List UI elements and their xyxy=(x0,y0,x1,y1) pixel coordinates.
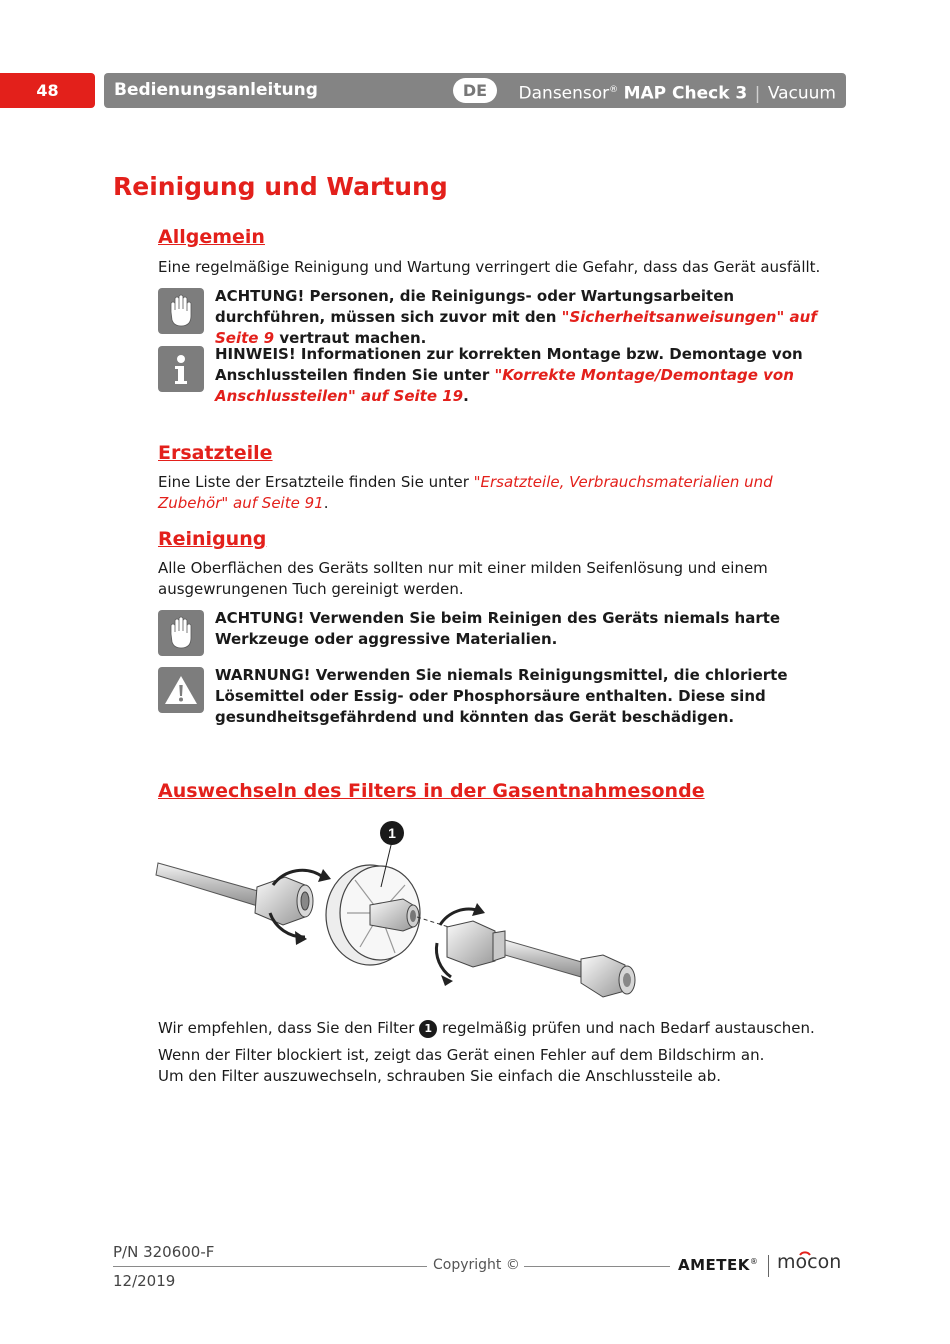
registered-mark: ® xyxy=(609,85,619,95)
product-separator: | xyxy=(754,83,761,104)
mocon-logo xyxy=(777,1251,841,1273)
heading-ersatzteile: Ersatzteile xyxy=(158,442,273,464)
ametek-registered: ® xyxy=(749,1257,759,1266)
revision-date: 12/2019 xyxy=(113,1272,176,1290)
page-number: 48 xyxy=(0,73,95,108)
footer-rule-right xyxy=(524,1266,670,1267)
caution-text-part: ACHTUNG! Personen, die Reinigungs- oder Wartungsarbeiten durchführen, müssen sich zuvor mit den xyxy=(215,287,735,326)
ametek-logo xyxy=(678,1256,758,1274)
product-name xyxy=(519,73,836,108)
header-bar xyxy=(104,73,846,108)
heading-reinigung: Reinigung xyxy=(158,528,267,550)
product-brand: Dansensor xyxy=(518,83,610,104)
ersatzteile-body xyxy=(158,472,838,514)
link-montage-demontage[interactable]: "Korrekte Montage/Demontage von Anschlussteilen" auf Seite 19 xyxy=(215,366,794,405)
filter-line-1: Wenn der Filter blockiert ist, zeigt das Gerät einen Fehler auf dem Bildschirm an. xyxy=(158,1046,765,1064)
warning-text: WARNUNG! Verwenden Sie niemals Reinigungsmittel, die chlorierte Lösemittel oder Essig- oder Phosphorsäure enthalten. Diese sind gesundheitsgefährdend und könnten das Gerät beschädigen. xyxy=(215,666,788,726)
product-variant: Vacuum xyxy=(767,83,836,104)
caution-text xyxy=(215,286,840,349)
link-sicherheitsanweisungen[interactable]: "Sicherheitsanweisungen" auf Seite 9 xyxy=(215,308,817,347)
heading-filter-wechsel: Auswechseln des Filters in der Gasentnahmesonde xyxy=(158,780,705,802)
footer-rule-left xyxy=(113,1266,427,1267)
part-number: P/N 320600-F xyxy=(113,1243,215,1261)
filter-text-end: regelmäßig prüfen und nach Bedarf austauschen. xyxy=(437,1019,815,1037)
warning-triangle-icon xyxy=(158,667,204,713)
filter-paragraph-1 xyxy=(158,1018,838,1039)
callout-number: 1 xyxy=(388,825,396,841)
mocon-arc-icon xyxy=(799,1248,811,1256)
note-text-part: HINWEIS! Informationen zur korrekten Montage bzw. Demontage von Anschlussteilen finden Sie unter xyxy=(215,345,803,384)
callout-badge: 1 xyxy=(419,1020,437,1038)
filter-paragraph-2 xyxy=(158,1045,838,1087)
hand-stop-icon xyxy=(158,288,204,334)
language-badge: DE xyxy=(453,78,497,103)
document-title: Bedienungsanleitung xyxy=(114,80,318,100)
product-model: MAP Check 3 xyxy=(623,83,748,104)
info-icon xyxy=(158,346,204,392)
filter-line-2: Um den Filter auszuwechseln, schrauben Sie einfach die Anschlussteile ab. xyxy=(158,1067,721,1085)
reinigung-body: Alle Oberflächen des Geräts sollten nur mit einer milden Seifenlösung und einem ausgewrungenen Tuch gereinigt werden. xyxy=(158,559,768,598)
ametek-wordmark: AMETEK xyxy=(678,1256,750,1274)
logo-divider xyxy=(768,1255,769,1277)
ersatzteile-text: Eine Liste der Ersatzteile finden Sie unter xyxy=(158,473,474,491)
filter-text: Wir empfehlen, dass Sie den Filter xyxy=(158,1019,420,1037)
caution-text-reinigung: ACHTUNG! Verwenden Sie beim Reinigen des Geräts niemals harte Werkzeuge oder aggressive Materialien. xyxy=(215,609,781,648)
hand-stop-icon xyxy=(158,610,204,656)
allgemein-body: Eine regelmäßige Reinigung und Wartung verringert die Gefahr, dass das Gerät ausfällt. xyxy=(158,258,821,276)
note-text xyxy=(215,344,840,407)
copyright: Copyright © xyxy=(433,1257,520,1273)
filter-illustration xyxy=(155,815,645,1014)
note-text-part: . xyxy=(463,387,469,405)
heading-allgemein: Allgemein xyxy=(158,226,265,248)
link-ersatzteile[interactable]: "Ersatzteile, Verbrauchsmaterialien und Zubehör" auf Seite 91 xyxy=(158,473,773,512)
mocon-wordmark: mocon xyxy=(777,1251,842,1273)
ersatzteile-text-end: . xyxy=(323,494,329,512)
page-title: Reinigung und Wartung xyxy=(113,172,448,201)
caution-text-part: vertraut machen. xyxy=(274,329,427,347)
